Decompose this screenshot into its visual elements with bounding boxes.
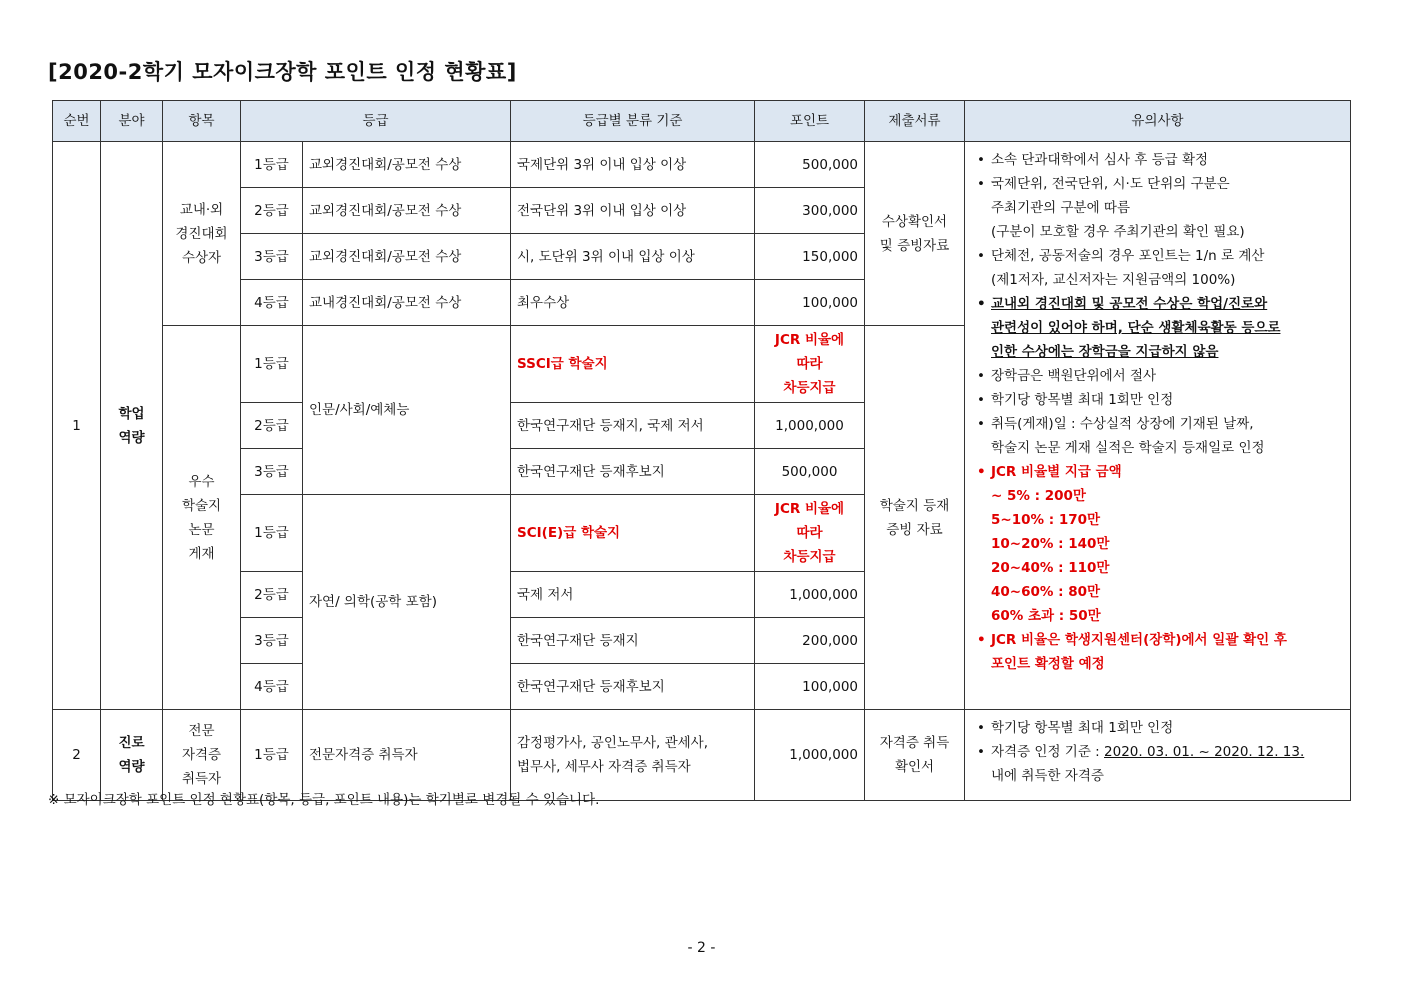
note-date-range: 2020. 03. 01. ~ 2020. 12. 13. xyxy=(1104,744,1305,760)
note-item: 포인트 확정할 예정 xyxy=(991,656,1105,672)
criteria-cell: 한국연구재단 등재지 xyxy=(511,618,755,664)
item-certificate xyxy=(163,710,241,801)
note-item: • JCR 비율별 지급 금액 xyxy=(977,460,1344,484)
header-points: 포인트 xyxy=(755,101,865,142)
item-competition xyxy=(163,142,241,326)
note-item: • 학기당 항목별 최대 1회만 인정 xyxy=(977,716,1344,740)
note-item: 20~40% : 110만 xyxy=(991,560,1110,576)
grade-cell: 1등급 xyxy=(241,710,303,801)
note-item: (제1저자, 교신저자는 지원금액의 100%) xyxy=(991,272,1236,288)
grade-cell: 1등급 xyxy=(241,495,303,572)
header-grade: 등급 xyxy=(241,101,511,142)
desc-cell: 교외경진대회/공모전 수상 xyxy=(303,188,511,234)
notes-list xyxy=(971,716,1344,788)
points-cell: 500,000 xyxy=(755,142,865,188)
item-text: 교내·외 경진대회 수상자 xyxy=(175,201,228,266)
header-item: 항목 xyxy=(163,101,241,142)
grade-cell: 2등급 xyxy=(241,188,303,234)
points-cell: 1,000,000 xyxy=(755,710,865,801)
points-cell xyxy=(755,495,865,572)
criteria-cell: 국제 저서 xyxy=(511,572,755,618)
points-text: JCR 비율에 따라 차등지급 xyxy=(774,501,845,565)
note-item: • 취득(게재)일 : 수상실적 상장에 기재된 날짜, xyxy=(977,412,1344,436)
note-item xyxy=(977,316,1344,340)
footnote: ※ 모자이크장학 포인트 인정 현황표(항목, 등급, 포인트 내용)는 학기별로 변경될 수 있습니다. xyxy=(48,792,600,808)
note-item: 내에 취득한 자격증 xyxy=(991,768,1104,784)
points-cell: 150,000 xyxy=(755,234,865,280)
documents-competition xyxy=(865,142,965,326)
notes-cell-2 xyxy=(965,710,1351,801)
header-row xyxy=(53,101,1351,142)
criteria-cell: SCI(E)급 학술지 xyxy=(511,495,755,572)
item-text: 전문 자격증 취득자 xyxy=(181,723,222,787)
note-item: • 국제단위, 전국단위, 시·도 단위의 구분은 xyxy=(977,172,1344,196)
header-notes: 유의사항 xyxy=(965,101,1351,142)
section-no: 2 xyxy=(53,710,101,801)
table-row xyxy=(53,142,1351,188)
scholarship-points-table xyxy=(52,100,1351,801)
criteria-cell: SSCI급 학술지 xyxy=(511,326,755,403)
notes-cell-1 xyxy=(965,142,1351,710)
note-underlined: 교내외 경진대회 및 공모전 수상은 학업/진로와 xyxy=(991,296,1268,312)
section-field xyxy=(101,142,163,710)
field-line: 학업 역량 xyxy=(118,405,145,446)
points-cell: 1,000,000 xyxy=(755,572,865,618)
docs-text: 수상확인서 및 증빙자료 xyxy=(879,213,950,254)
item-journal xyxy=(163,326,241,710)
note-item: ~ 5% : 200만 xyxy=(991,488,1086,504)
docs-text: 학술지 등재 증빙 자료 xyxy=(879,497,950,538)
desc-cell: 교내경진대회/공모전 수상 xyxy=(303,280,511,326)
points-cell: 1,000,000 xyxy=(755,403,865,449)
points-cell: 200,000 xyxy=(755,618,865,664)
note-item: 주최기관의 구분에 따름 xyxy=(991,200,1130,216)
grade-cell: 3등급 xyxy=(241,449,303,495)
note-item: 학술지 논문 게재 실적은 학술지 등재일로 인정 xyxy=(991,440,1265,456)
grade-cell: 2등급 xyxy=(241,572,303,618)
note-item: 40~60% : 80만 xyxy=(991,584,1101,600)
criteria-cell: 최우수상 xyxy=(511,280,755,326)
note-item: • JCR 비율은 학생지원센터(장학)에서 일괄 확인 후 xyxy=(977,628,1344,652)
field-line: 진로 역량 xyxy=(118,735,145,775)
criteria-cell: 한국연구재단 등재후보지 xyxy=(511,449,755,495)
section-field xyxy=(101,710,163,801)
note-item: (구분이 모호할 경우 주최기관의 확인 필요) xyxy=(991,224,1245,240)
header-no: 순번 xyxy=(53,101,101,142)
criteria-cell xyxy=(511,710,755,801)
note-item: • 단체전, 공동저술의 경우 포인트는 1/n 로 계산 xyxy=(977,244,1344,268)
docs-text: 자격증 취득 확인서 xyxy=(879,735,950,775)
points-cell: 100,000 xyxy=(755,280,865,326)
item-text: 우수 학술지 논문 게재 xyxy=(181,473,222,562)
criteria-cell: 한국연구재단 등재후보지 xyxy=(511,664,755,710)
note-item: • 학기당 항목별 최대 1회만 인정 xyxy=(977,388,1344,412)
note-item: 60% 초과 : 50만 xyxy=(991,608,1101,624)
header-documents: 제출서류 xyxy=(865,101,965,142)
grade-cell: 3등급 xyxy=(241,618,303,664)
header-criteria: 등급별 분류 기준 xyxy=(511,101,755,142)
desc-humanities: 인문/사회/예체능 xyxy=(303,326,511,495)
criteria-cell: 시, 도단위 3위 이내 입상 이상 xyxy=(511,234,755,280)
grade-cell: 3등급 xyxy=(241,234,303,280)
note-item: • 소속 단과대학에서 심사 후 등급 확정 xyxy=(977,148,1344,172)
note-item: 10~20% : 140만 xyxy=(991,536,1110,552)
desc-cell: 전문자격증 취득자 xyxy=(303,710,511,801)
note-underlined: 관련성이 있어야 하며, 단순 생활체육활동 등으로 xyxy=(991,320,1281,336)
table-row xyxy=(53,710,1351,801)
grade-cell: 1등급 xyxy=(241,142,303,188)
note-item xyxy=(977,740,1344,764)
documents-certificate xyxy=(865,710,965,801)
grade-cell: 1등급 xyxy=(241,326,303,403)
points-cell: 300,000 xyxy=(755,188,865,234)
note-item xyxy=(977,292,1344,316)
criteria-cell: 전국단위 3위 이내 입상 이상 xyxy=(511,188,755,234)
section-no: 1 xyxy=(53,142,101,710)
grade-cell: 4등급 xyxy=(241,664,303,710)
criteria-cell: 한국연구재단 등재지, 국제 저서 xyxy=(511,403,755,449)
points-cell: 500,000 xyxy=(755,449,865,495)
points-cell xyxy=(755,326,865,403)
page-number: - 2 - xyxy=(687,940,716,956)
grade-cell: 4등급 xyxy=(241,280,303,326)
criteria-text: 감정평가사, 공인노무사, 관세사, 법무사, 세무사 자격증 취득자 xyxy=(517,735,708,775)
note-underlined: 인한 수상에는 장학금을 지급하지 않음 xyxy=(991,344,1219,360)
desc-science: 자연/ 의학(공학 포함) xyxy=(303,495,511,710)
note-item: • 장학금은 백원단위에서 절사 xyxy=(977,364,1344,388)
header-field: 분야 xyxy=(101,101,163,142)
documents-journal xyxy=(865,326,965,710)
notes-list xyxy=(971,148,1344,676)
grade-cell: 2등급 xyxy=(241,403,303,449)
page-title: [2020-2학기 모자이크장학 포인트 인정 현황표] xyxy=(48,60,517,84)
note-item xyxy=(977,340,1344,364)
note-item: 5~10% : 170만 xyxy=(991,512,1101,528)
points-text: JCR 비율에 따라 차등지급 xyxy=(774,332,845,396)
note-label: 자격증 인정 기준 : xyxy=(991,744,1105,760)
desc-cell: 교외경진대회/공모전 수상 xyxy=(303,142,511,188)
criteria-cell: 국제단위 3위 이내 입상 이상 xyxy=(511,142,755,188)
points-cell: 100,000 xyxy=(755,664,865,710)
desc-cell: 교외경진대회/공모전 수상 xyxy=(303,234,511,280)
